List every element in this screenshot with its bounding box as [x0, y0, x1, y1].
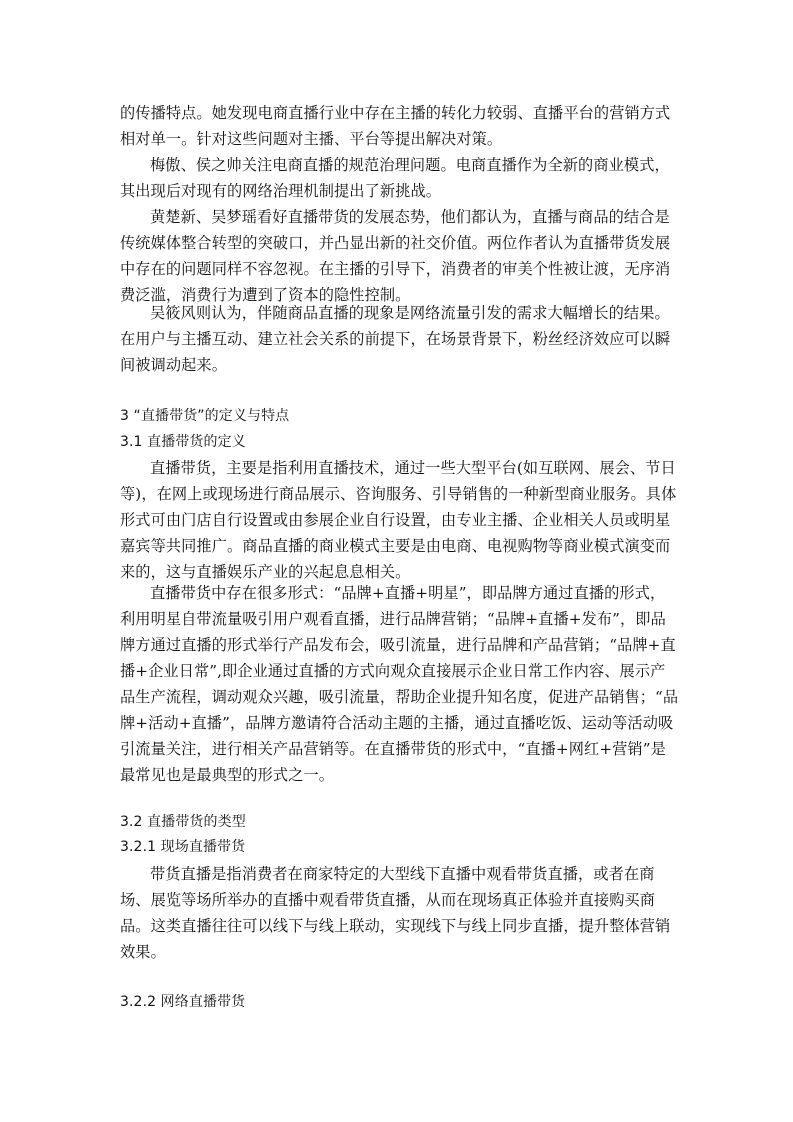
- paragraph-onsite-live: 带货直播是指消费者在商家特定的大型线下直播中观看带货直播，或者在商场、展览等场所举办的直播中观看带货直播，从而在现场真正体验并直接购买商品。这类直播往往可以线下与线上联动，实现线下与线上同步直播，提升整体营销效果。: [120, 865, 671, 961]
- paragraph-wuxiaofeng: 吴筱风则认为，伴随商品直播的现象是网络流量引发的需求大幅增长的结果。在用户与主播互动、建立社会关系的前提下，在场景背景下，粉丝经济效应可以瞬间被调动起来。: [120, 304, 671, 374]
- paragraph-meiao: 梅傲、侯之帅关注电商直播的规范治理问题。电商直播作为全新的商业模式，其出现后对现有的网络治理机制提出了新挑战。: [120, 156, 670, 200]
- paragraph-huangchuxin: 黄楚新、吴梦瑶看好直播带货的发展态势，他们都认为，直播与商品的结合是传统媒体整合转型的突破口，并凸显出新的社交价值。两位作者认为直播带货发展中存在的问题同样不容忽视。在主播的引导下，消费者的审美个性被让渡，无序消费泛滥，消费行为遭到了资本的隐性控制。: [120, 208, 671, 304]
- paragraph-forms: 直播带货中存在很多形式：“品牌+直播+明星”，即品牌方通过直播的形式，利用明星自带流量吸引用户观看直播，进行品牌营销；“品牌+直播+发布”，即品牌方通过直播的形式举行产品发布会，吸引流量，进行品牌和产品营销；“品牌+直播+企业日常”,即企业通过直播的方式向观众直接展示企业日常工作内容、展示产品生产流程，调动观众兴趣，吸引流量，帮助企业提升知名度，促进产品销售；“品牌+活动+直播”，品牌方邀请符合活动主题的主播，通过直播吃饭、运动等活动吸引流量关注，进行相关产品营销等。在直播带货的形式中，“直播+网红+营销”是最常见也是最典型的形式之一。: [120, 584, 679, 784]
- section-heading-3-1: 3.1 直播带货的定义: [120, 434, 246, 450]
- section-heading-3: 3 “直播带货”的定义与特点: [120, 408, 290, 424]
- section-heading-3-2-1: 3.2.1 现场直播带货: [120, 839, 246, 855]
- paragraph-continuation: 的传播特点。她发现电商直播行业中存在主播的转化力较弱、直播平台的营销方式相对单一。针对这些问题对主播、平台等提出解决对策。: [120, 104, 671, 148]
- paragraph-definition: 直播带货，主要是指利用直播技术，通过一些大型平台(如互联网、展会、节日等)，在网上或现场进行商品展示、咨询服务、引导销售的一种新型商业服务。具体形式可由门店自行设置或由参展企业自行设置，由专业主播、企业相关人员或明星嘉宾等共同推广。商品直播的商业模式主要是由电商、电视购物等商业模式演变而来的，这与直播娱乐产业的兴起息息相关。: [120, 459, 677, 581]
- section-heading-3-2: 3.2 直播带货的类型: [120, 814, 246, 830]
- section-heading-3-2-2: 3.2.2 网络直播带货: [120, 994, 246, 1010]
